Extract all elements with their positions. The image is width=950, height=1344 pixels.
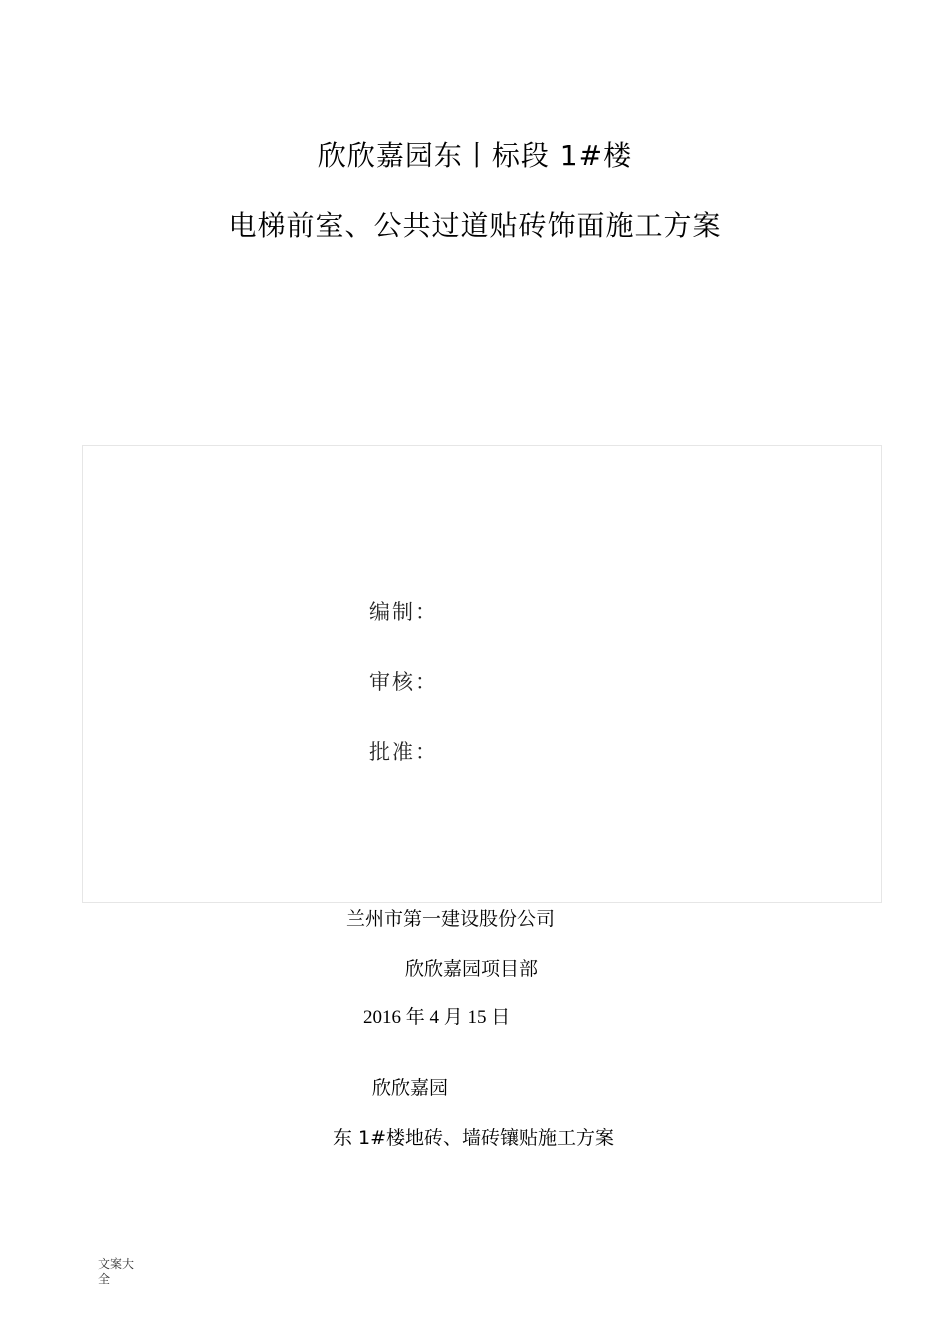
reviewed-by-label: 审核： bbox=[369, 670, 438, 694]
document-title-line2: 电梯前室、公共过道贴砖饰面施工方案 bbox=[228, 209, 722, 242]
prepared-by-label: 编制： bbox=[369, 600, 438, 624]
signature-box bbox=[82, 445, 882, 903]
section-project-name: 欣欣嘉园 bbox=[372, 1077, 449, 1099]
document-title-line1: 欣欣嘉园东丨标段 1#楼 bbox=[317, 139, 633, 172]
section-subtitle: 东 1#楼地砖、墙砖镶贴施工方案 bbox=[333, 1127, 615, 1149]
company-name: 兰州市第一建设股份公司 bbox=[346, 908, 556, 930]
page-footer: 文案大全 bbox=[98, 1257, 135, 1286]
project-department: 欣欣嘉园项目部 bbox=[405, 958, 539, 980]
approved-by-label: 批准： bbox=[369, 740, 438, 764]
document-date: 2016 年 4 月 15 日 bbox=[363, 1007, 511, 1028]
